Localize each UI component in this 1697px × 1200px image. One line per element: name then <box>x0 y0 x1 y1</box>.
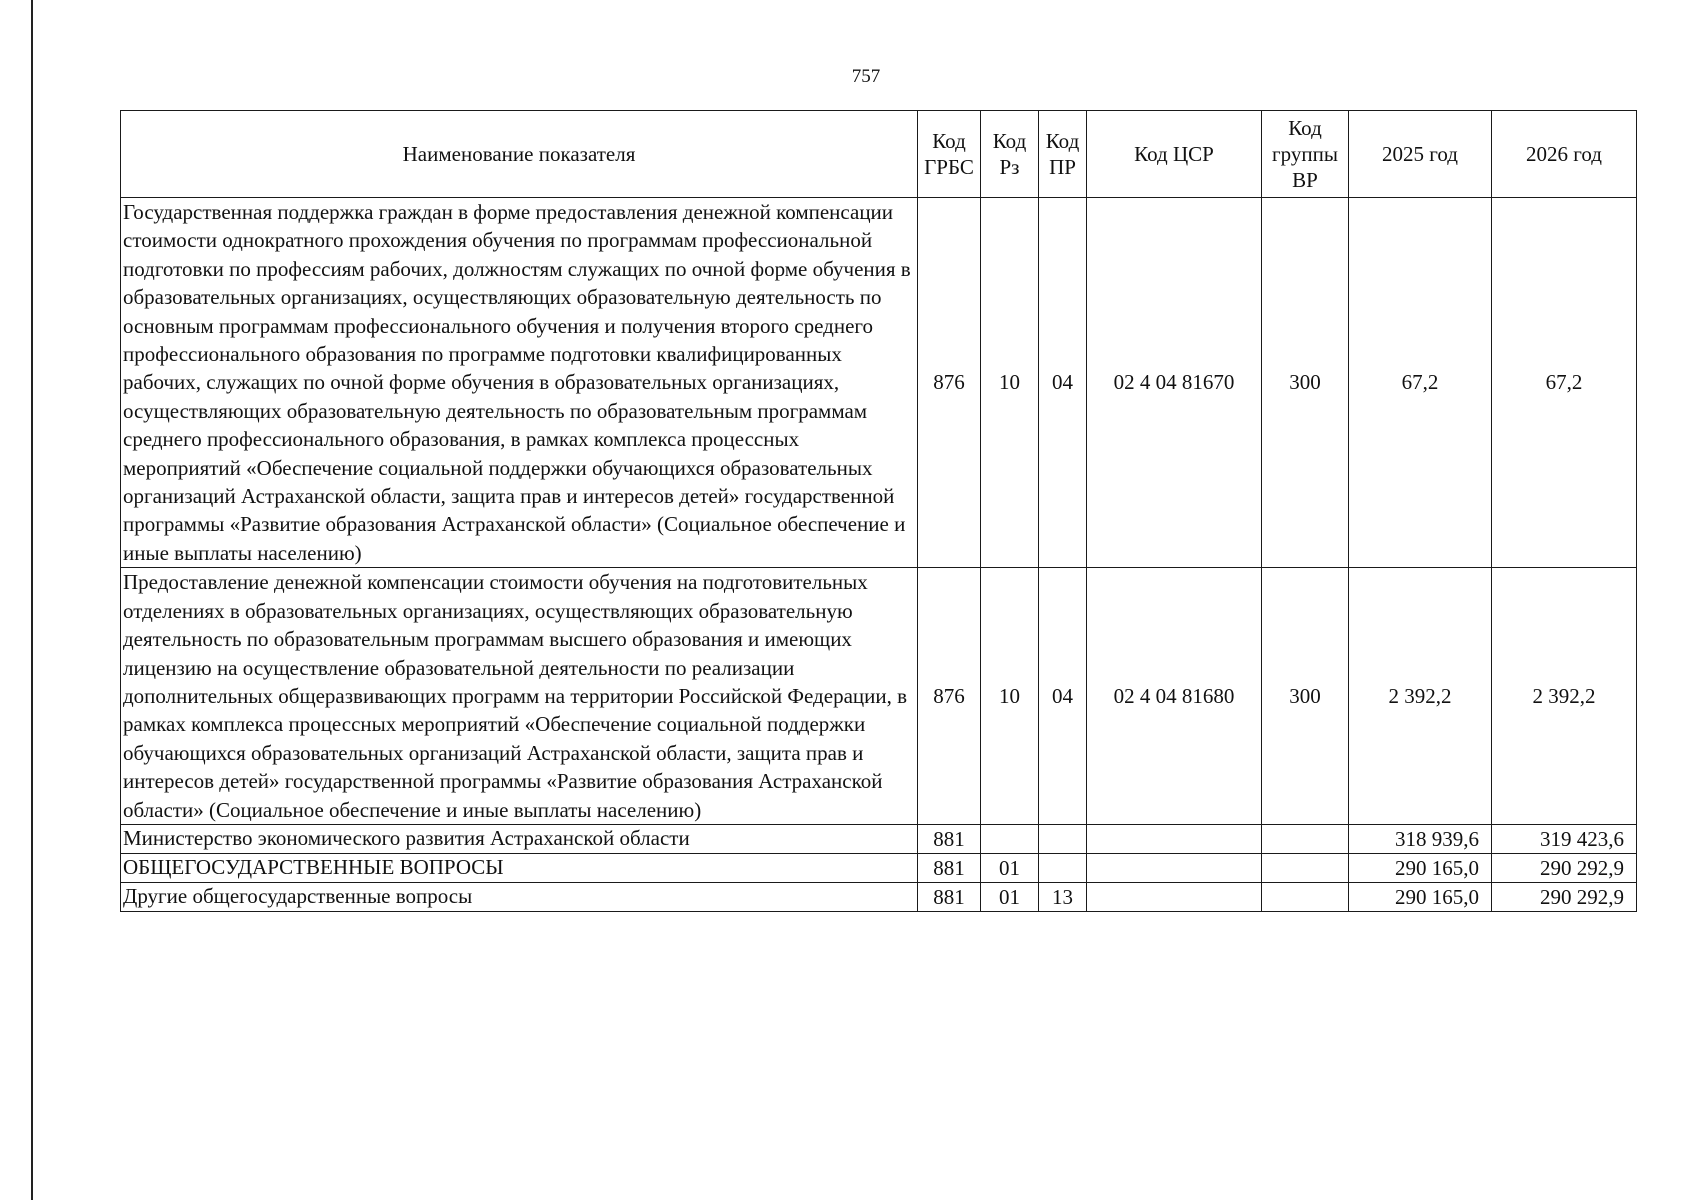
row-2025: 67,2 <box>1349 198 1492 568</box>
budget-table <box>120 110 1637 912</box>
table-row <box>121 198 1637 568</box>
table-row <box>121 882 1637 911</box>
table-row <box>121 568 1637 825</box>
row-pr: 04 <box>1039 198 1087 568</box>
row-2026: 2 392,2 <box>1492 568 1637 825</box>
header-pr: Код ПР <box>1039 111 1087 198</box>
row-grbs: 881 <box>918 882 981 911</box>
row-pr <box>1039 853 1087 882</box>
row-csr: 02 4 04 81680 <box>1087 568 1262 825</box>
header-2025: 2025 год <box>1349 111 1492 198</box>
row-2025: 2 392,2 <box>1349 568 1492 825</box>
row-name: Предоставление денежной компенсации стоимости обучения на подготовительных отделениях в образовательных организациях, осуществляющих образовательную деятельность по образовательным программам высшего образования и имеющих лицензию на осуществление образовательной деятельности по реализации дополнительных общеразвивающих программ на территории Российской Федерации, в рамках комплекса процессных мероприятий «Обеспечение социальной поддержки обучающихся образовательных организаций Астраханской области, защита прав и интересов детей» государственной программы «Развитие образования Астраханской области» (Социальное обеспечение и иные выплаты населению) <box>121 568 918 825</box>
row-csr: 02 4 04 81670 <box>1087 198 1262 568</box>
row-name: ОБЩЕГОСУДАРСТВЕННЫЕ ВОПРОСЫ <box>121 853 918 882</box>
row-rz: 10 <box>981 568 1039 825</box>
row-rz: 01 <box>981 882 1039 911</box>
table-header-row <box>121 111 1637 198</box>
row-grbs: 881 <box>918 853 981 882</box>
row-vr <box>1262 882 1349 911</box>
row-rz: 10 <box>981 198 1039 568</box>
row-name: Министерство экономического развития Астраханской области <box>121 824 918 853</box>
row-2026: 290 292,9 <box>1492 853 1637 882</box>
row-rz: 01 <box>981 853 1039 882</box>
row-2025: 318 939,6 <box>1349 824 1492 853</box>
table-row <box>121 853 1637 882</box>
row-2025: 290 165,0 <box>1349 853 1492 882</box>
row-rz <box>981 824 1039 853</box>
header-name: Наименование показателя <box>121 111 918 198</box>
header-csr: Код ЦСР <box>1087 111 1262 198</box>
row-2026: 319 423,6 <box>1492 824 1637 853</box>
row-2026: 67,2 <box>1492 198 1637 568</box>
row-vr: 300 <box>1262 198 1349 568</box>
row-vr: 300 <box>1262 568 1349 825</box>
row-csr <box>1087 882 1262 911</box>
row-name: Другие общегосударственные вопросы <box>121 882 918 911</box>
row-grbs: 876 <box>918 198 981 568</box>
row-pr: 04 <box>1039 568 1087 825</box>
row-csr <box>1087 824 1262 853</box>
row-2025: 290 165,0 <box>1349 882 1492 911</box>
row-grbs: 881 <box>918 824 981 853</box>
row-pr <box>1039 824 1087 853</box>
page-number: 757 <box>851 66 881 87</box>
row-grbs: 876 <box>918 568 981 825</box>
row-pr: 13 <box>1039 882 1087 911</box>
scan-left-edge-line <box>31 0 33 1200</box>
header-grbs: Код ГРБС <box>918 111 981 198</box>
header-vr: Код группы ВР <box>1262 111 1349 198</box>
row-name: Государственная поддержка граждан в форме предоставления денежной компенсации стоимости однократного прохождения обучения по программам профессиональной подготовки по профессиям рабочих, должностям служащих по очной форме обучения в образовательных организациях, осуществляющих образовательную деятельность по основным программам профессионального обучения и получения второго среднего профессионального образования по программе подготовки квалифицированных рабочих, служащих по очной форме обучения в образовательных организациях, осуществляющих образовательную деятельность по образовательным программам среднего профессионального образования, в рамках комплекса процессных мероприятий «Обеспечение социальной поддержки обучающихся образовательных организаций Астраханской области, защита прав и интересов детей» государственной программы «Развитие образования Астраханской области» (Социальное обеспечение и иные выплаты населению) <box>121 198 918 568</box>
table-row <box>121 824 1637 853</box>
header-2026: 2026 год <box>1492 111 1637 198</box>
row-2026: 290 292,9 <box>1492 882 1637 911</box>
row-vr <box>1262 853 1349 882</box>
row-csr <box>1087 853 1262 882</box>
row-vr <box>1262 824 1349 853</box>
header-rz: Код Рз <box>981 111 1039 198</box>
